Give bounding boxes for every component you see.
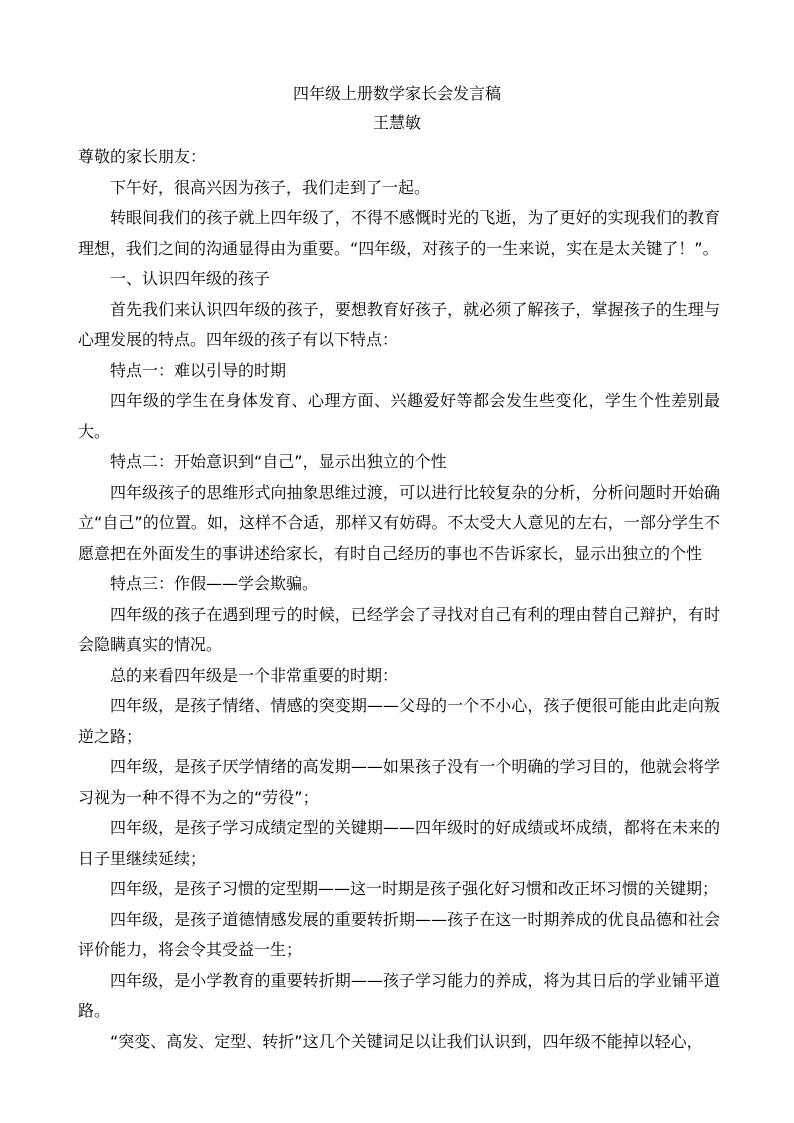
paragraph: 四年级，是孩子情绪、情感的突变期——父母的一个不小心，孩子便很可能由此走向叛逆之路； xyxy=(78,696,720,746)
paragraph: 特点三：作假——学会欺骗。 xyxy=(110,574,319,593)
paragraph: 下午好，很高兴因为孩子，我们走到了一起。 xyxy=(110,177,431,197)
paragraph: 尊敬的家长朋友： xyxy=(78,147,207,166)
paragraph: 四年级，是孩子厌学情绪的高发期——如果孩子没有一个明确的学习目的，他就会将学习视为一种不得不为之的“劳役”； xyxy=(78,757,720,807)
paragraph: 特点二：开始意识到“自己”，显示出独立的个性 xyxy=(110,452,447,471)
document-author: 王慧敏 xyxy=(372,113,421,132)
paragraph: 四年级的学生在身体发育、心理方面、兴趣爱好等都会发生些变化，学生个性差别最大。 xyxy=(78,391,720,441)
paragraph: 四年级，是小学教育的重要转折期——孩子学习能力的养成，将为其日后的学业铺平道路。 xyxy=(78,970,720,1020)
paragraph: 一、认识四年级的孩子 xyxy=(110,269,271,288)
paragraph: 总的来看四年级是一个非常重要的时期： xyxy=(110,665,399,685)
paragraph: 四年级，是孩子学习成绩定型的关键期——四年级时的好成绩或坏成绩，都将在未来的日子里继续延续； xyxy=(78,818,720,868)
paragraph: “突变、高发、定型、转折”这几个关键词足以让我们认识到，四年级不能掉以轻心， xyxy=(110,1031,703,1051)
paragraph: 四年级孩子的思维形式向抽象思维过渡，可以进行比较复杂的分析，分析问题时开始确立“自己”的位置。如，这样不合适，那样又有妨碍。不太受大人意见的左右，一部分学生不愿意把在外面发生的事讲述给家长，有时自己经历的事也不告诉家长，显示出独立的个性 xyxy=(78,482,720,563)
paragraph: 首先我们来认识四年级的孩子，要想教育好孩子，就必须了解孩子，掌握孩子的生理与心理发展的特点。四年级的孩子有以下特点： xyxy=(78,299,720,349)
document-body xyxy=(78,142,720,1057)
paragraph: 四年级的孩子在遇到理亏的时候，已经学会了寻找对自己有利的理由替自己辩护，有时会隐瞒真实的情况。 xyxy=(78,604,720,654)
document-title: 四年级上册数学家长会发言稿 xyxy=(292,84,501,103)
paragraph: 转眼间我们的孩子就上四年级了，不得不感慨时光的飞逝，为了更好的实现我们的教育理想，我们之间的沟通显得由为重要。“四年级，对孩子的一生来说，实在是太关键了！”。 xyxy=(78,208,720,258)
paragraph: 四年级，是孩子道德情感发展的重要转折期——孩子在这一时期养成的优良品德和社会评价能力，将会令其受益一生； xyxy=(78,909,720,959)
paragraph: 四年级，是孩子习惯的定型期——这一时期是孩子强化好习惯和改正坏习惯的关键期； xyxy=(110,879,719,898)
paragraph: 特点一：难以引导的时期 xyxy=(110,360,287,380)
